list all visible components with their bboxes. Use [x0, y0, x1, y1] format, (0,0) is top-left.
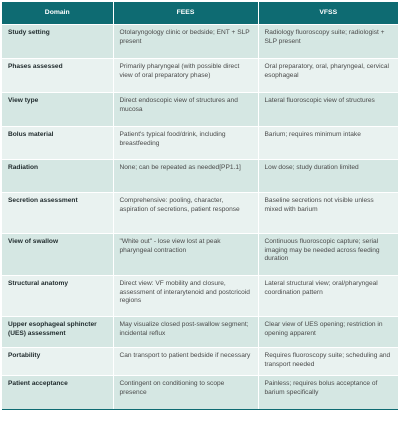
table-row: [2, 317, 398, 348]
cell-fees: Comprehensive: pooling, character, aspiration of secretions, patient response: [113, 193, 258, 234]
cell-domain: Radiation: [2, 160, 113, 193]
cell-fees: Direct endoscopic view of structures and mucosa: [113, 93, 258, 127]
header-row: [2, 2, 398, 25]
table-row: [2, 93, 398, 127]
header-vfss: VFSS: [258, 2, 398, 25]
table-row: [2, 59, 398, 93]
header-fees: FEES: [113, 2, 258, 25]
cell-domain: Phases assessed: [2, 59, 113, 93]
cell-vfss: Painless; requires bolus acceptance of barium specifically: [258, 376, 398, 409]
cell-domain: Secretion assessment: [2, 193, 113, 234]
cell-vfss: Continuous fluoroscopic capture; serial imaging may be needed across feeding duration: [258, 234, 398, 276]
table-row: [2, 376, 398, 409]
table-row: [2, 348, 398, 376]
cell-domain: Bolus material: [2, 127, 113, 160]
cell-domain: Study setting: [2, 25, 113, 59]
header-domain: Domain: [2, 2, 113, 25]
table-row: [2, 160, 398, 193]
cell-domain: View of swallow: [2, 234, 113, 276]
cell-vfss: Lateral structural view; oral/pharyngeal coordination pattern: [258, 276, 398, 317]
table-bottom-rule: [2, 409, 398, 410]
cell-domain: Structural anatomy: [2, 276, 113, 317]
fees-vfss-comparison-table: [2, 2, 398, 409]
table-row: [2, 193, 398, 234]
cell-fees: May visualize closed post-swallow segment; incidental reflux: [113, 317, 258, 348]
cell-vfss: Clear view of UES opening; restriction in opening apparent: [258, 317, 398, 348]
cell-domain: View type: [2, 93, 113, 127]
cell-domain: Upper esophageal sphincter (UES) assessment: [2, 317, 113, 348]
cell-vfss: Radiology fluoroscopy suite; radiologist + SLP present: [258, 25, 398, 59]
cell-vfss: Barium; requires minimum intake: [258, 127, 398, 160]
table-row: [2, 25, 398, 59]
table-header: [2, 2, 398, 25]
cell-domain: Portability: [2, 348, 113, 376]
cell-fees: Contingent on conditioning to scope presence: [113, 376, 258, 409]
cell-domain: Patient acceptance: [2, 376, 113, 409]
cell-vfss: Requires fluoroscopy suite; scheduling and transport needed: [258, 348, 398, 376]
cell-vfss: Low dose; study duration limited: [258, 160, 398, 193]
cell-vfss: Baseline secretions not visible unless mixed with barium: [258, 193, 398, 234]
cell-vfss: Oral preparatory, oral, pharyngeal, cervical esophageal: [258, 59, 398, 93]
table-row: [2, 127, 398, 160]
cell-fees: Can transport to patient bedside if necessary: [113, 348, 258, 376]
cell-vfss: Lateral fluoroscopic view of structures: [258, 93, 398, 127]
cell-fees: "White out" - lose view lost at peak pharyngeal contraction: [113, 234, 258, 276]
table-row: [2, 276, 398, 317]
table-row: [2, 234, 398, 276]
cell-fees: Direct view: VF mobility and closure, assessment of interarytenoid and postcricoid regions: [113, 276, 258, 317]
cell-fees: Patient's typical food/drink, including breastfeeding: [113, 127, 258, 160]
cell-fees: Primarily pharyngeal (with possible direct view of oral preparatory phase): [113, 59, 258, 93]
table-body: [2, 25, 398, 409]
cell-fees: Otolaryngology clinic or bedside; ENT + SLP present: [113, 25, 258, 59]
cell-fees: None; can be repeated as needed[PP1.1]: [113, 160, 258, 193]
